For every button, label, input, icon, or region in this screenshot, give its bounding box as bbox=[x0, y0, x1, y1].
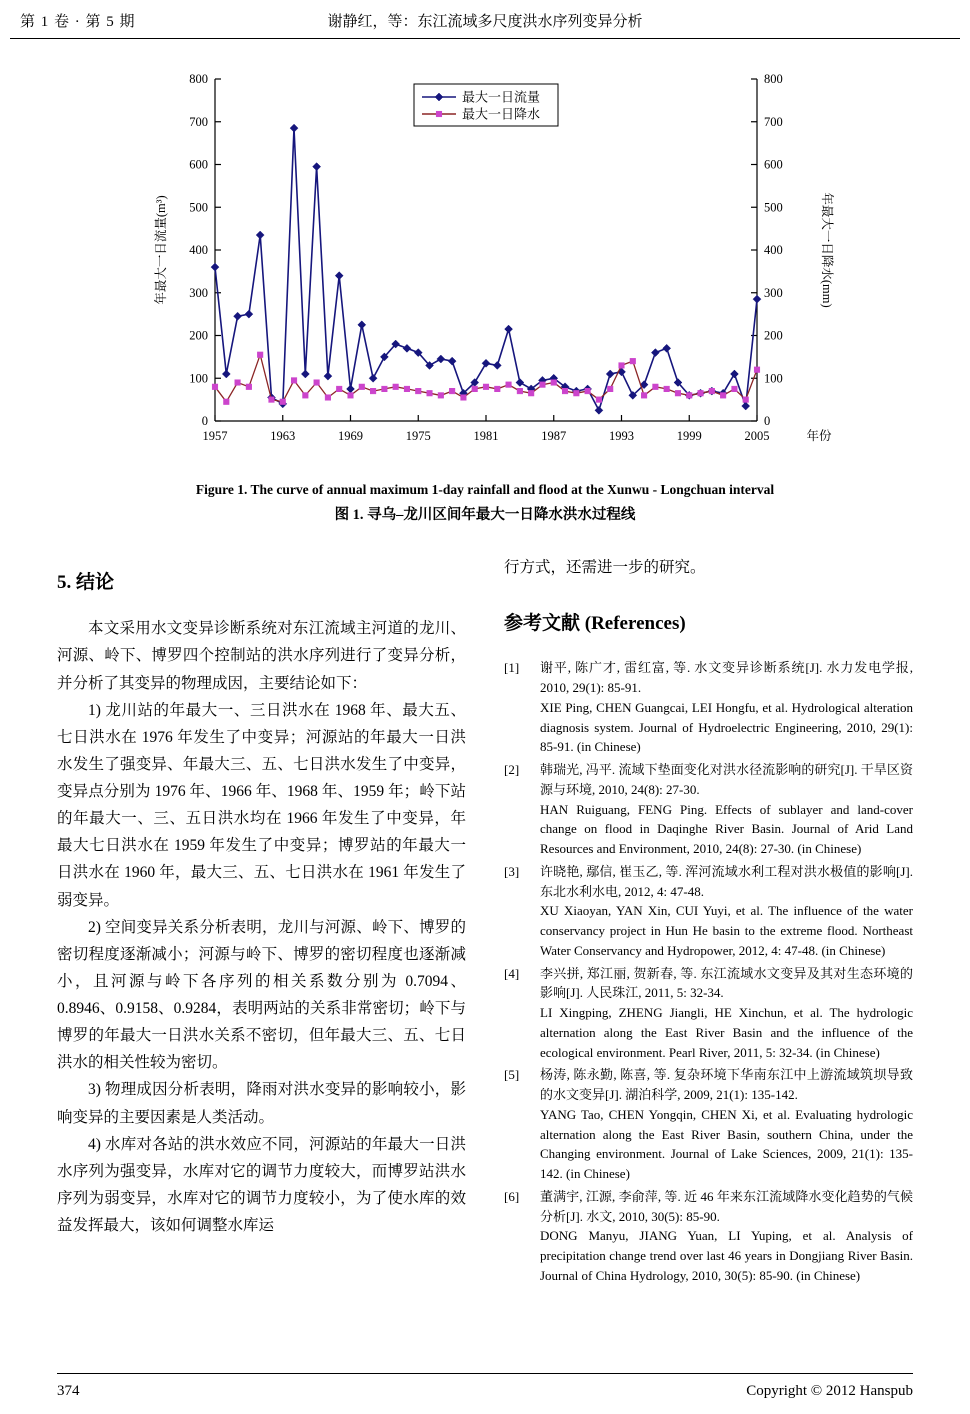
reference-english: DONG Manyu, JIANG Yuan, LI Yuping, et al. Analysis of precipitation change trend over last 46 years in Dongjiang River Basin. Journal of China Hydrology, 2010, 30(5): 85-90. (in Chinese) bbox=[540, 1228, 913, 1283]
svg-text:400: 400 bbox=[764, 243, 783, 257]
svg-text:最大一日流量: 最大一日流量 bbox=[462, 89, 541, 105]
svg-text:0: 0 bbox=[201, 414, 208, 428]
reference-item bbox=[504, 760, 913, 859]
svg-text:年份: 年份 bbox=[806, 429, 832, 443]
reference-chinese: 许晓艳, 鄢信, 崔玉乙, 等. 浑河流域水利工程对洪水极值的影响[J]. 东北水利水电, 2012, 4: 47-48. bbox=[540, 863, 913, 899]
reference-chinese: 韩瑞光, 冯平. 流域下垫面变化对洪水径流影响的研究[J]. 干旱区资源与环境, 2010, 24(8): 27-30. bbox=[540, 762, 913, 797]
reference-number: [4] bbox=[504, 965, 520, 981]
figure-caption-cn: 图 1. 寻乌–龙川区间年最大一日降水洪水过程线 bbox=[334, 507, 636, 523]
svg-text:500: 500 bbox=[189, 200, 208, 215]
reference-english: YANG Tao, CHEN Yongqin, CHEN Xi, et al. Evaluating hydrologic alternation along the East River Basin, southern China, under the Changing environment. Journal of Lake Sciences, 2009, 21(1): 135-142. (in Chinese) bbox=[540, 1106, 913, 1182]
references-title: 参考文献 (References) bbox=[504, 613, 686, 635]
svg-text:600: 600 bbox=[189, 157, 208, 172]
reference-number: [3] bbox=[504, 863, 520, 879]
svg-text:年最大一日降水(mm): 年最大一日降水(mm) bbox=[820, 192, 834, 308]
issue-info: 第 1 卷 · 第 5 期 bbox=[20, 14, 136, 30]
two-column-body bbox=[57, 554, 913, 1289]
reference-item bbox=[504, 658, 913, 757]
reference-item bbox=[504, 1065, 913, 1184]
svg-text:600: 600 bbox=[764, 157, 783, 172]
copyright-text: Copyright © 2012 Hanspub bbox=[746, 1383, 913, 1399]
conclusion-paragraph: 2) 空间变异关系分析表明，龙川与河源、岭下、博罗的密切程度逐渐减小；河源与岭下、博罗的密切程度也逐渐减小，且河源与岭下各序列的相关系数分别为 0.7094、0.8946、0.9158、0.9284，表明两站的关系非常密切；岭下与博罗的年最大一日洪水关系不密切，但年最大三、五、七日洪水的相关性较为密切。 bbox=[57, 918, 466, 1072]
reference-english: XIE Ping, CHEN Guangcai, LEI Hongfu, et al. Hydrological alteration diagnosis system. Journal of Hydroelectric Engineering, 2010, 29(1): 85-91. (in Chinese) bbox=[540, 699, 913, 755]
reference-chinese: 李兴拼, 郑江丽, 贺新春, 等. 东江流域水文变异及其对生态环境的影响[J]. 人民珠江, 2011, 5: 32-34. bbox=[540, 965, 913, 1001]
reference-item bbox=[504, 964, 913, 1063]
svg-text:100: 100 bbox=[189, 371, 208, 386]
conclusion-body bbox=[57, 615, 466, 1239]
svg-text:2005: 2005 bbox=[744, 429, 770, 443]
svg-text:200: 200 bbox=[764, 328, 783, 343]
figure-caption-en: Figure 1. The curve of annual maximum 1-day rainfall and flood at the Xunwu - Longchuan interval bbox=[195, 482, 775, 497]
svg-text:200: 200 bbox=[189, 328, 208, 343]
reference-number: [5] bbox=[504, 1067, 520, 1083]
page-number: 374 bbox=[57, 1383, 80, 1399]
reference-chinese: 谢平, 陈广才, 雷红富, 等. 水文变异诊断系统[J]. 水力发电学报, 2010, 29(1): 85-91. bbox=[540, 660, 913, 696]
reference-chinese: 杨涛, 陈永勤, 陈喜, 等. 复杂环境下华南东江中上游流域筑坝导致的水文变异[J]. 湖泊科学, 2009, 21(1): 135-142. bbox=[540, 1067, 913, 1103]
page-footer bbox=[57, 1373, 913, 1400]
running-title: 谢静红，等：东江流域多尺度洪水序列变异分析 bbox=[327, 14, 643, 30]
svg-text:1969: 1969 bbox=[338, 429, 363, 443]
svg-text:1981: 1981 bbox=[473, 429, 499, 443]
reference-number: [6] bbox=[504, 1188, 520, 1204]
reference-number: [1] bbox=[504, 660, 520, 676]
svg-text:700: 700 bbox=[189, 114, 208, 129]
reference-english: XU Xiaoyan, YAN Xin, CUI Yuyi, et al. The influence of the water conservancy project in Hun He basin to the extreme flood. Northeast Water Conservancy and Hydropower, 2012, 4: 47-48. (in Chinese) bbox=[540, 903, 913, 958]
svg-text:1963: 1963 bbox=[270, 429, 296, 443]
svg-text:800: 800 bbox=[764, 72, 783, 86]
svg-text:最大一日降水: 最大一日降水 bbox=[462, 106, 541, 122]
references-list bbox=[504, 658, 913, 1285]
svg-text:年最大一日流量(m³): 年最大一日流量(m³) bbox=[154, 195, 168, 305]
svg-text:400: 400 bbox=[189, 243, 208, 257]
svg-text:1957: 1957 bbox=[202, 429, 228, 443]
svg-text:800: 800 bbox=[189, 72, 208, 86]
reference-english: LI Xingping, ZHENG Jiangli, HE Xinchun, et al. The hydrologic alternation along the East River Basin and the influence of the ecological environment. Pearl River, 2011, 5: 32-34. (in Chinese) bbox=[540, 1005, 913, 1060]
conclusion-paragraph: 4) 水库对各站的洪水效应不同，河源站的年最大一日洪水序列为强变异，水库对它的调节力度较大，而博罗站洪水序列为弱变异，水库对它的调节力度较小，为了使水库的效益发挥最大，该如何调整水库运 bbox=[57, 1135, 466, 1234]
left-column bbox=[57, 554, 466, 1289]
svg-text:700: 700 bbox=[764, 114, 783, 129]
conclusion-title: 5. 结论 bbox=[57, 572, 115, 593]
figure1-chart bbox=[143, 63, 843, 467]
reference-english: HAN Ruiguang, FENG Ping. Effects of sublayer and land-cover change on flood in Daqinghe River Basin. Journal of Arid Land Resources and Environment, 2010, 24(8): 27-30. (in Chinese) bbox=[540, 801, 913, 857]
page-header bbox=[10, 0, 960, 39]
svg-text:1993: 1993 bbox=[609, 429, 634, 443]
conclusion-paragraph: 1) 龙川站的年最大一、三日洪水在 1968 年、最大五、七日洪水在 1976 年发生了中变异；河源站的年最大一日洪水发生了强变异、年最大三、五、七日洪水发生了中变异，变异点分别为 1976 年、1966 年、1968 年、1959 年；岭下站的年最大一、三、五日洪水均在 1966 年发生了中变异，年最大七日洪水在 1959 年发生了中变异；博罗站的年最大一日洪水在 1960 年，最大三、五、七日洪水在 1961 年发生了弱变异。 bbox=[57, 701, 466, 909]
svg-text:0: 0 bbox=[764, 414, 771, 428]
conclusion-paragraph: 3) 物理成因分析表明，降雨对洪水变异的影响较小，影响变异的主要因素是人类活动。 bbox=[57, 1081, 466, 1126]
reference-chinese: 董满宇, 江源, 李俞萍, 等. 近 46 年来东江流域降水变化趋势的气候分析[J]. 水文, 2010, 30(5): 85-90. bbox=[540, 1188, 913, 1224]
conclusion-paragraph: 本文采用水文变异诊断系统对东江流域主河道的龙川、河源、岭下、博罗四个控制站的洪水序列进行了变异分析，并分析了其变异的物理成因，主要结论如下： bbox=[57, 620, 466, 692]
svg-text:1999: 1999 bbox=[676, 429, 702, 443]
svg-text:1975: 1975 bbox=[405, 429, 431, 443]
right-column bbox=[504, 554, 913, 1289]
svg-text:300: 300 bbox=[189, 285, 208, 300]
svg-text:500: 500 bbox=[764, 200, 783, 215]
figure-1 bbox=[57, 63, 913, 524]
reference-number: [2] bbox=[504, 762, 520, 778]
svg-text:300: 300 bbox=[764, 285, 783, 300]
svg-text:100: 100 bbox=[764, 371, 783, 386]
continuation-text: 行方式，还需进一步的研究。 bbox=[504, 559, 706, 576]
svg-text:1987: 1987 bbox=[541, 429, 567, 443]
reference-item bbox=[504, 862, 913, 961]
reference-item bbox=[504, 1187, 913, 1286]
